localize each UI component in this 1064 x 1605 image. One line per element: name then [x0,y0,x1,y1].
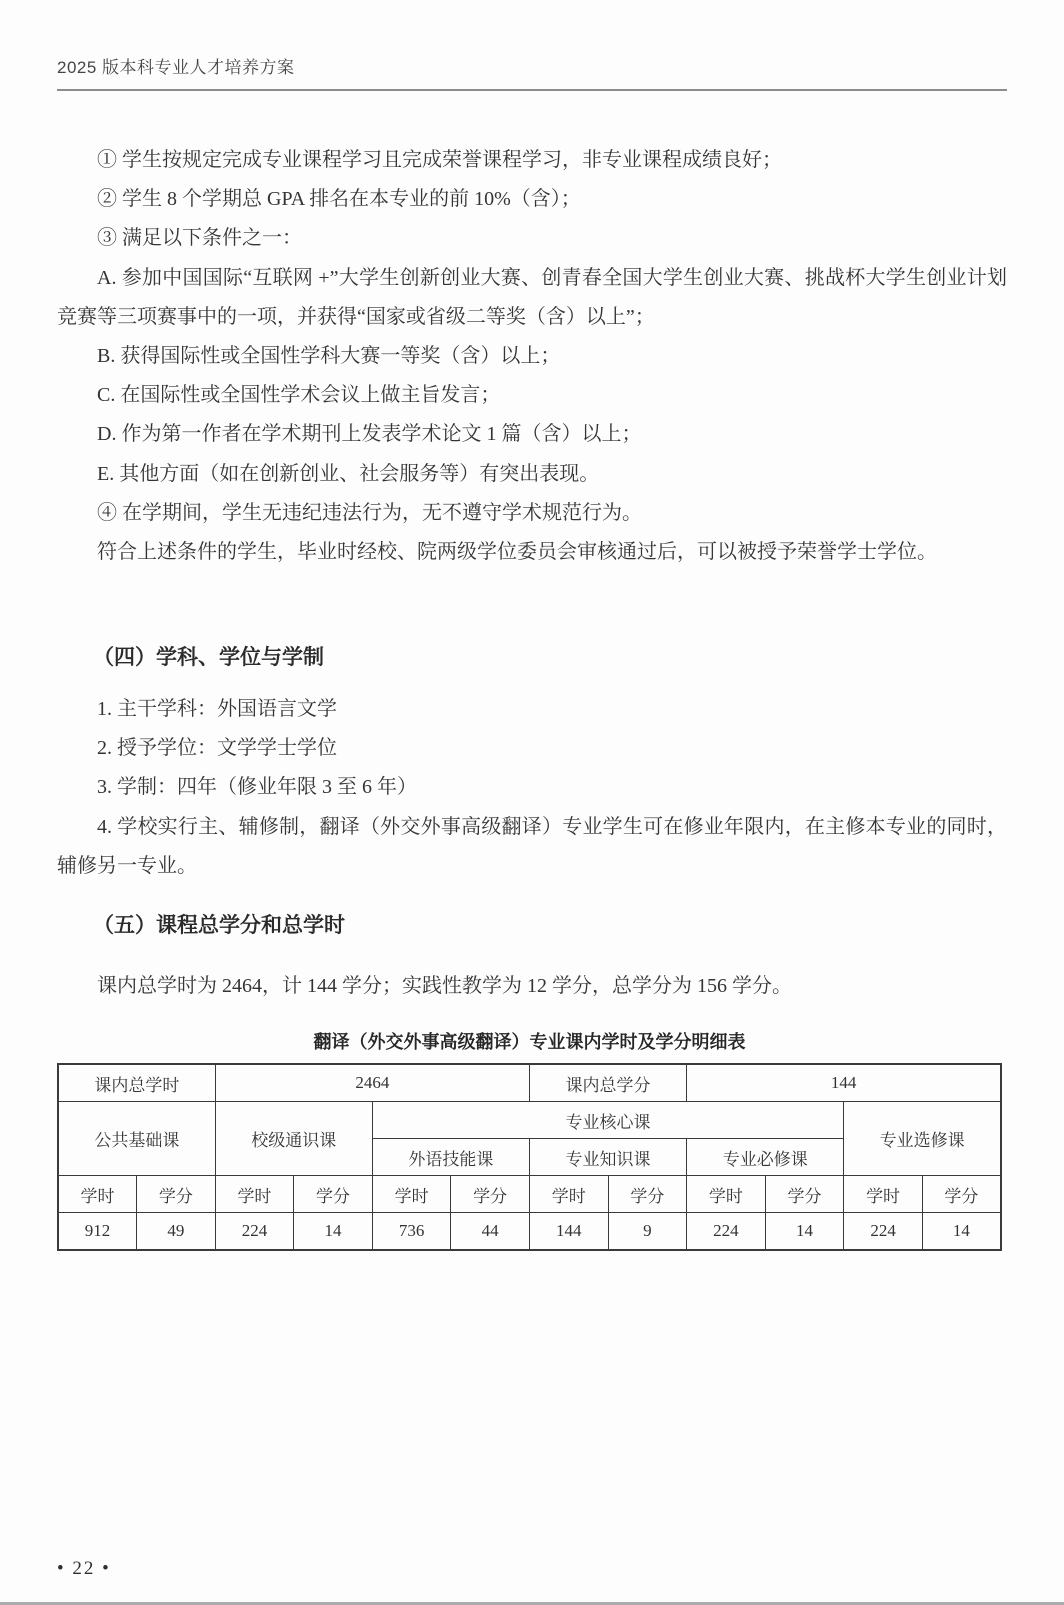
item-degree-awarded: 2. 授予学位：文学学士学位 [97,737,337,760]
cell-value: 144 [529,1213,608,1251]
paragraph-condition-3b: B. 获得国际性或全国性学科大赛一等奖（含）以上； [97,345,561,368]
cell-unit-hours: 学时 [215,1176,294,1213]
item-main-discipline: 1. 主干学科：外国语言文学 [97,698,337,720]
cell-group-elective: 专业选修课 [844,1102,1001,1176]
cell-unit-credits: 学分 [765,1176,844,1213]
cell-unit-hours: 学时 [529,1176,608,1213]
paragraph-condition-4: ④ 在学期间，学生无违纪违法行为，无不遵守学术规范行为。 [97,501,642,524]
cell-unit-credits: 学分 [451,1176,530,1213]
paragraph-condition-1: ① 学生按规定完成专业课程学习且完成荣誉课程学习，非专业课程成绩良好； [97,149,782,171]
cell-unit-hours: 学时 [844,1176,923,1213]
cell-total-hours-value: 2464 [215,1064,529,1102]
table-row-values [58,1213,1001,1251]
cell-unit-hours: 学时 [372,1176,451,1213]
cell-value: 44 [451,1213,530,1251]
cell-value: 9 [608,1213,687,1251]
table-caption: 翻译（外交外事高级翻译）专业课内学时及学分明细表 [313,1032,746,1052]
cell-unit-hours: 学时 [687,1176,766,1213]
paragraph-total-credits: 课内总学时为 2464，计 144 学分；实践性教学为 12 学分，总学分为 156 学分。 [97,975,792,997]
cell-unit-credits: 学分 [922,1176,1001,1213]
section-5-body [57,967,1007,1006]
cell-total-credits-value: 144 [687,1064,1001,1102]
cell-group-major-core: 专业核心课 [372,1102,843,1139]
table-row-summary [58,1064,1001,1102]
item-schooling-length: 3. 学制：四年（修业年限 3 至 6 年） [97,776,417,799]
credit-hours-table [57,1063,1002,1251]
cell-unit-hours: 学时 [58,1176,137,1213]
paragraph-condition-2: ② 学生 8 个学期总 GPA 排名在本专业的前 10%（含）； [97,188,581,211]
cell-total-credits-label: 课内总学分 [529,1064,686,1102]
cell-unit-credits: 学分 [294,1176,373,1213]
paragraph-condition-3e: E. 其他方面（如在创新创业、社会服务等）有突出表现。 [97,462,600,485]
cell-sub-major-knowledge: 专业知识课 [529,1139,686,1176]
page-number: • 22 • [57,1558,111,1579]
page-header-title: 2025 版本科专业人才培养方案 [57,58,295,77]
section-heading-discipline-degree: （四）学科、学位与学制 [93,646,324,669]
cell-value: 49 [137,1213,216,1251]
cell-group-public-basic: 公共基础课 [58,1102,215,1176]
table-row-groups [58,1102,1001,1139]
cell-value: 14 [294,1213,373,1251]
honor-degree-conditions [57,141,1007,572]
paragraph-condition-3: ③ 满足以下条件之一： [97,227,302,250]
section-4-items [57,690,1007,886]
cell-sub-language-skills: 外语技能课 [372,1139,529,1176]
cell-value: 224 [844,1213,923,1251]
cell-unit-credits: 学分 [608,1176,687,1213]
cell-unit-credits: 学分 [137,1176,216,1213]
section-heading-total-credits-hours: （五）课程总学分和总学时 [93,914,345,937]
item-minor-policy: 4. 学校实行主、辅修制，翻译（外交外事高级翻译）专业学生可在修业年限内，在主修本专业的同时，辅修另一专业。 [57,815,1007,877]
cell-value: 224 [687,1213,766,1251]
cell-value: 224 [215,1213,294,1251]
table-row-unit-headers [58,1176,1001,1213]
cell-value: 14 [922,1213,1001,1251]
paragraph-condition-3a: A. 参加中国国际“互联网 +”大学生创新创业大赛、创青春全国大学生创业大赛、挑战杯大学生创业计划竞赛等三项赛事中的一项，并获得“国家或省级二等奖（含）以上”； [57,266,1007,328]
cell-sub-major-required: 专业必修课 [687,1139,844,1176]
cell-value: 14 [765,1213,844,1251]
cell-total-hours-label: 课内总学时 [58,1064,215,1102]
cell-value: 736 [372,1213,451,1251]
cell-value: 912 [58,1213,137,1251]
paragraph-condition-3c: C. 在国际性或全国性学术会议上做主旨发言； [97,384,501,407]
paragraph-condition-3d: D. 作为第一作者在学术期刊上发表学术论文 1 篇（含）以上； [97,423,642,446]
header-divider [57,89,1007,91]
paragraph-conclusion: 符合上述条件的学生，毕业时经校、院两级学位委员会审核通过后，可以被授予荣誉学士学位。 [97,541,937,564]
cell-group-general: 校级通识课 [215,1102,372,1176]
